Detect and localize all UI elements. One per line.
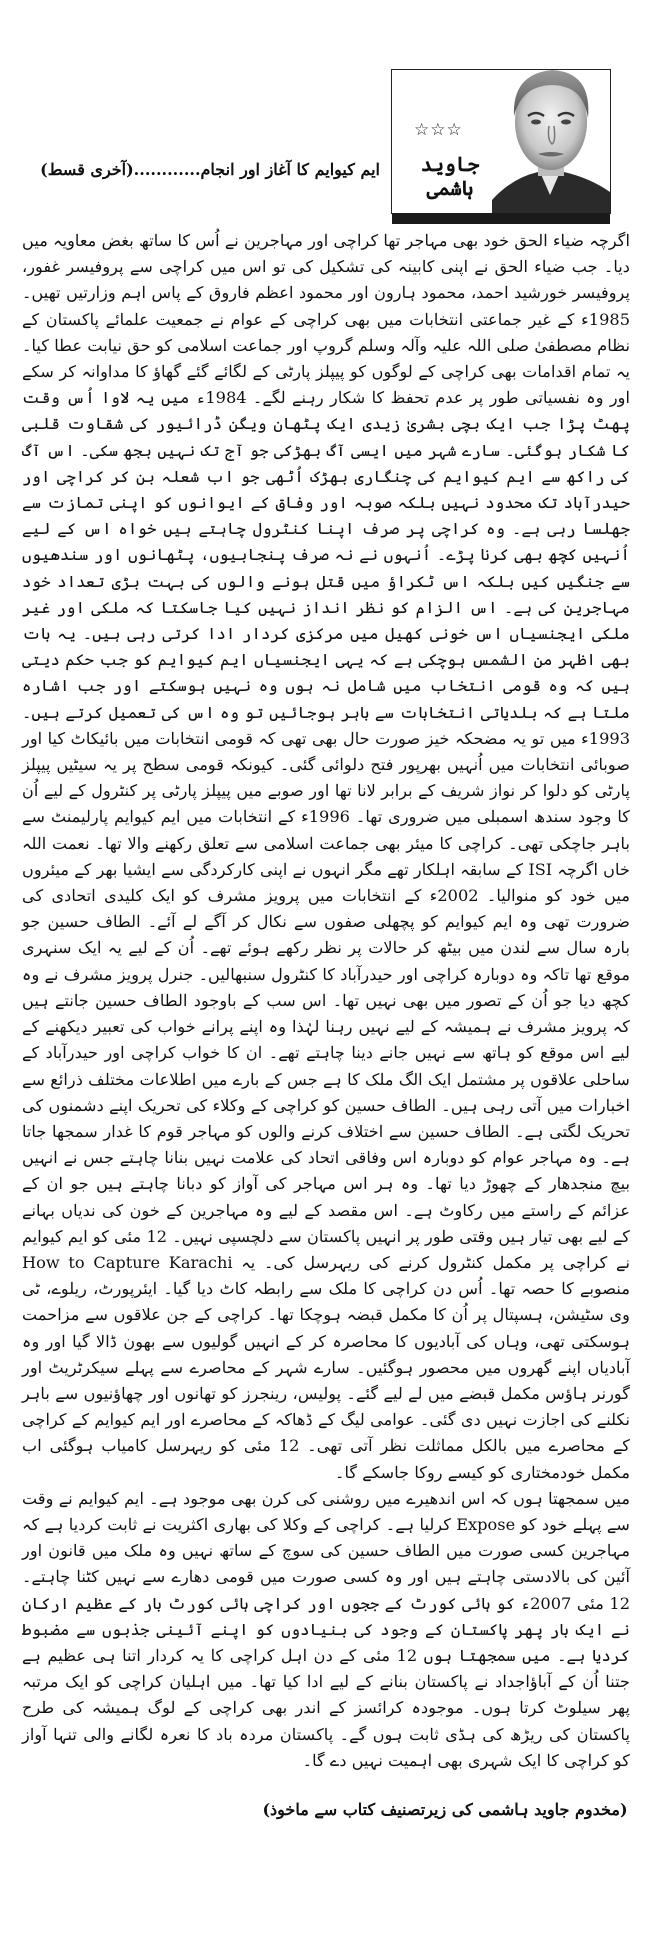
- header-divider-bar: [392, 213, 610, 224]
- author-byline: جاوید ہاشمی: [420, 152, 480, 200]
- author-portrait-icon: [492, 60, 610, 214]
- star-rating-icon: ☆☆☆: [414, 120, 463, 140]
- source-note: (مخدوم جاوید ہاشمی کی زیرتصنیف کتاب سے ماخوذ): [262, 1800, 628, 1819]
- article-body: [22, 228, 630, 1774]
- article-paragraph: میں سمجھتا ہوں کہ اس اندھیرے میں روشنی کی کرن بھی موجود ہے۔ ایم کیوایم نے وقت سے پہلے خود کو Expose کرلیا ہے۔ کراچی کے وکلا کی بھاری اکثریت نے ثابت کردیا ہے کہ مہاجرین کسی صورت میں الطاف حسین کی سوچ کے ساتھ نہیں وہ ملک میں قانون اور آئین کی بالادستی چاہتے ہیں اور وہ کسی صورت میں قومی دھارے سے نہیں کٹنا چاہتے۔ 12 مئی 2007ء کو ہائی کورٹ کے ججوں اور کراچی ہائی کورٹ بار کے عظیم ارکان نے ایک بار پھر پاکستان کے وجود کی بنیادوں کو اپنے آئینی جذبوں سے مضبوط کردیا ہے۔ میں سمجھتا ہوں 12 مئی کے دن اہل کراچی کا یہ کردار اتنا ہی عظیم ہے جتنا اُن کے آباؤاجداد نے پاکستان بنانے کے لیے ادا کیا تھا۔ میں اہلیان کراچی کو ایک مرتبہ پھر سیلوٹ کرتا ہوں۔ موجودہ کرائسز کے اندر بھی کراچی کے لوگ ہمیشہ کی طرح پاکستان کی ریڑھ کی ہڈی ثابت ہوں گے۔ پاکستان مردہ باد کا نعرہ لگانے والی تنہا آواز کو کراچی کا ایک شہری بھی اہمیت نہیں دے گا۔: [22, 1488, 630, 1770]
- article-title: ایم کیوایم کا آغاز اور انجام............(آخری قسط): [40, 160, 380, 179]
- author-header-box: [391, 69, 611, 214]
- article-paragraph: اگرچہ ضیاء الحق خود بھی مہاجر تھا کراچی اور مہاجرین نے اُس کا ساتھ بغض معاویہ میں دیا۔ جب ضیاء الحق نے اپنی کابینہ کی تشکیل کی تو اس میں کراچی سے پروفیسر غفور، پروفیسر خورشید احمد، محمود ہارون اور محمود اعظم فاروق کے پاس اہم وزارتیں تھیں۔ 1985ء کے غیر جماعتی انتخابات میں بھی کراچی کے عوام نے جمعیت علمائے پاکستان کے نظام مصطفیٰ صلی اللہ علیہ وآلہ وسلم گروپ اور جماعت اسلامی کو حق نیابت عطا کیا۔ یہ تمام اقدامات بھی کراچی کے لوگوں کو پیپلز پارٹی کے لگائے گئے گھاؤ کا مداوانہ کر سکے اور وہ نفسیاتی طور پر عدم تحفظ کا شکار رہنے لگے۔ 1984ء میں یہ لاوا اُس وقت پھٹ پڑا جب ایک بچی بشریٰ زیدی ایک پٹھان ویگن ڈرائیور کی شقاوت قلبی کا شکار ہوگئی۔ سارے شہر میں ایسی آگ بھڑکی جو آج تک نہیں بجھ سکی۔ اس آگ کی راکھ سے ایم کیوایم کی چنگاری بھڑک اُٹھی جو اب شعلہ بن کر کراچی اور حیدرآباد تک محدود نہیں بلکہ صوبہ اور وفاق کے ایوانوں کو اپنی تمازت سے جھلسا رہی ہے۔ وہ کراچی پر صرف اپنا کنٹرول چاہتے ہیں خواہ اس کے لیے اُنہیں کچھ بھی کرنا پڑے۔ اُنہوں نے نہ صرف پنجابیوں، پٹھانوں اور سندھیوں سے جنگیں کیں بلکہ اس ٹکراؤ میں قتل ہونے والوں کی بہت بڑی تعداد خود مہاجرین کی ہے۔ اس الزام کو نظر انداز نہیں کیا جاسکتا کہ ملکی اور غیر ملکی ایجنسیاں اس خونی کھیل میں مرکزی کردار ادا کرتی رہی ہیں۔ یہ بات بھی اظہر من الشمس ہوچکی ہے کہ یہی ایجنسیاں ایم کیوایم کو جب حکم دیتی ہیں کہ وہ قومی انتخاب میں شامل نہ ہوں وہ نہیں ہوسکتے اور جب اشارہ ملتا ہے کہ بلدیاتی انتخابات سے باہر ہوجائیں تو وہ اس کی تعمیل کرتے ہیں۔ 1993ء میں تو یہ مضحکہ خیز صورت حال بھی تھی کہ قومی انتخابات میں بائیکاٹ کیا اور صوبائی انتخابات میں اُنہیں بھرپور فتح دلوائی گئی۔ کیونکہ قومی سطح پر یہ سیٹیں پیپلز پارٹی کو دلوا کر نواز شریف کے برابر لانا تھا اور صوبے میں پیپلز پارٹی پر کنٹرول کے لیے اُن کا وجود سندھ اسمبلی میں ضروری تھا۔ 1996ء کے انتخابات میں ایم کیوایم پارلیمنٹ سے باہر جاچکی تھی۔ کراچی کا میئر بھی جماعت اسلامی سے تعلق رکھنے والا تھا۔ نعمت اللہ خاں اگرچہ ISI کے سابقہ اہلکار تھے مگر انہوں نے اپنی کارکردگی سے ایشیا بھر کے میئروں میں خود کو منوالیا۔ 2002ء کے انتخابات میں پرویز مشرف کو ایک کلیدی اتحادی کی ضرورت تھی وہ ایم کیوایم کو پچھلی صفوں سے نکال کر آگے لے آئے۔ الطاف حسین جو بارہ سال سے لندن میں بیٹھ کر حالات پر نظر رکھے ہوئے تھے۔ اُن کے لیے یہ ایک سنہری موقع تھا تاکہ وہ دوبارہ کراچی اور حیدرآباد کا کنٹرول سنبھالیں۔ جنرل پرویز مشرف نے وہ کچھ دیا جو اُن کے تصور میں بھی نہیں تھا۔ اس سب کے باوجود الطاف حسین جانتے ہیں کہ پرویز مشرف نے ہمیشہ کے لیے نہیں رہنا لہٰذا وہ اپنے پرانے خواب کی تعبیر دیکھنے کے لیے اس موقع کو ہاتھ سے نہیں جانے دینا چاہتے تھے۔ ان کا خواب کراچی اور حیدرآباد کے ساحلی علاقوں پر مشتمل ایک الگ ملک کا ہے جس کے بارے میں اطلاعات مختلف ذرائع سے اخبارات میں آتی رہی ہیں۔ الطاف حسین کو کراچی کے وکلاء کی تحریک اپنے دشمنوں کی تحریک لگتی ہے۔ الطاف حسین سے اختلاف کرنے والوں کو مہاجر قوم کا غدار سمجھا جاتا ہے۔ وہ مہاجر عوام کو دوبارہ اس وفاقی اتحاد کی علامت نہیں بنانا چاہتے جس نے انہیں بیچ منجدھار کے چھوڑ دیا تھا۔ وہ ہر اس مہاجر کی آواز کو دبانا چاہتے ہیں جو ان کے عزائم کے راستے میں رکاوٹ ہے۔ اس مقصد کے لیے وہ مہاجرین کے خون کی ندیاں بہانے کے لیے بھی تیار ہیں وقتی طور پر انہیں پاکستان سے دلچسپی نہیں۔ 12 مئی کو ایم کیوایم نے کراچی پر مکمل کنٹرول کرنے کی ریہرسل کی۔ یہ How to Capture Karachi منصوبے کا حصہ تھا۔ اُس دن کراچی کا ملک سے رابطہ کاٹ دیا گیا۔ ایئرپورٹ، ریلوے، ٹی وی سٹیشن، ہسپتال پر اُن کا مکمل قبضہ ہوچکا تھا۔ کراچی کے جن علاقوں سے مزاحمت ہوسکتی تھی، وہاں کی آبادیوں کا محاصرہ کر کے انہیں گولیوں سے بھون ڈالا گیا اور وہ آبادیاں اپنے گھروں میں محصور ہوگئیں۔ سارے شہر کے محاصرے سے پہلے سیکرٹریٹ اور گورنر ہاؤس مکمل قبضے میں لے لیے گئے۔ پولیس، رینجرز کو تھانوں اور چھاؤنیوں سے باہر نکلنے کی اجازت نہیں دی گئی۔ عوامی لیگ کے ڈھاکہ کے محاصرے اور ایم کیوایم کے کراچی کے محاصرے میں بالکل مماثلت نظر آتی تھی۔ 12 مئی کو ریہرسل کامیاب ہوگئی اب مکمل خودمختاری کو کیسے روکا جاسکے گا۔: [22, 231, 631, 1482]
